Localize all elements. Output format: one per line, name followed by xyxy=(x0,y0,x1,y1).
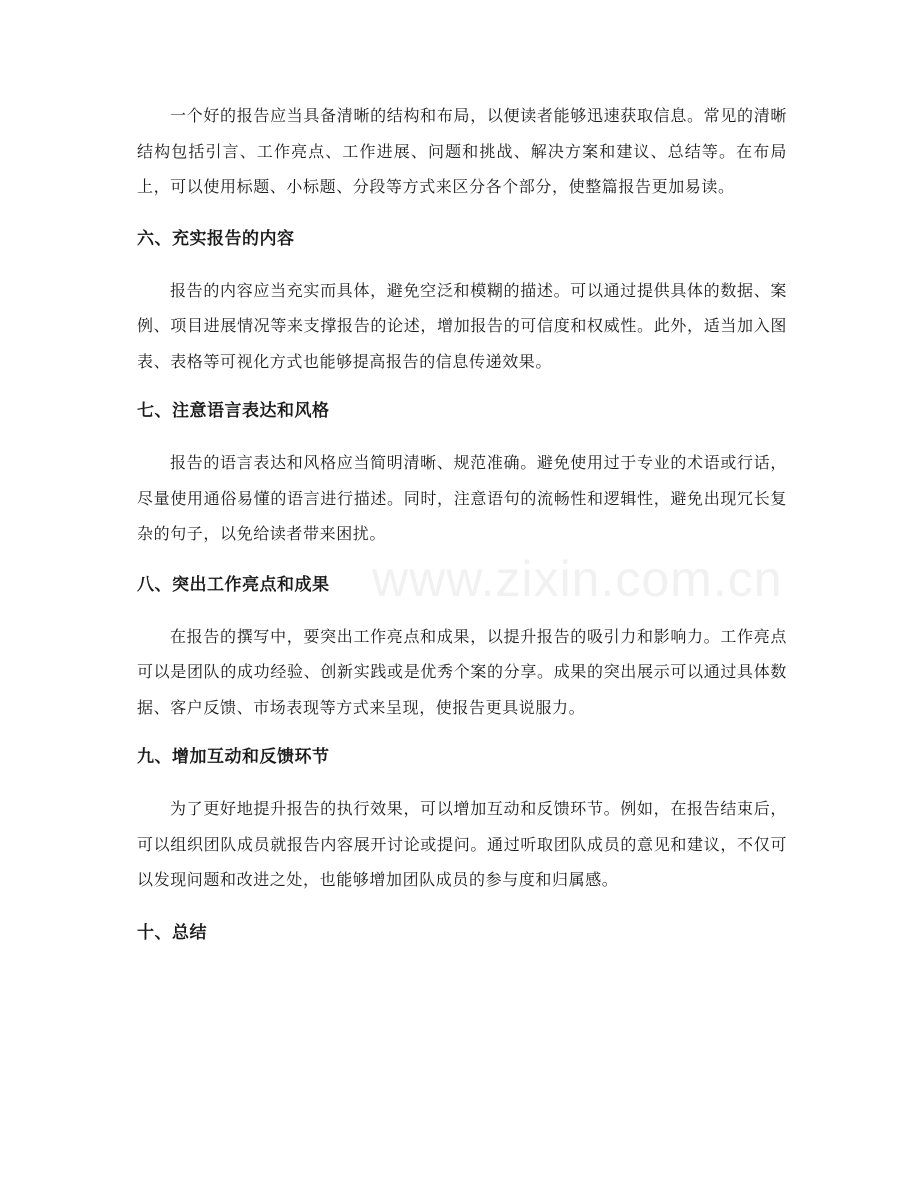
section-8-heading: 八、突出工作亮点和成果 xyxy=(137,574,330,595)
intro-paragraph: 一个好的报告应当具备清晰的结构和布局，以便读者能够迅速获取信息。常见的清晰结构包括引言、工作亮点、工作进展、问题和挑战、解决方案和建议、总结等。在布局上，可以使用标题、小标题、分段等方式来区分各个部分，使整篇报告更加易读。 xyxy=(137,106,787,196)
section-6-paragraph: 报告的内容应当充实而具体，避免空泛和模糊的描述。可以通过提供具体的数据、案例、项目进展情况等来支撑报告的论述，增加报告的可信度和权威性。此外，适当加入图表、表格等可视化方式也能够提高报告的信息传递效果。 xyxy=(137,280,787,371)
section-6-heading: 六、充实报告的内容 xyxy=(137,228,295,249)
section-10-heading: 十、总结 xyxy=(137,922,207,943)
section-9-paragraph: 为了更好地提升报告的执行效果，可以增加互动和反馈环节。例如，在报告结束后，可以组织团队成员就报告内容展开讨论或提问。通过听取团队成员的意见和建议，不仅可以发现问题和改进之处，也能够增加团队成员的参与度和归属感。 xyxy=(137,799,787,889)
document-page xyxy=(137,98,787,951)
section-7-heading: 七、注意语言表达和风格 xyxy=(137,401,330,421)
section-9-heading: 九、增加互动和反馈环节 xyxy=(137,747,330,767)
section-7-paragraph: 报告的语言表达和风格应当简明清晰、规范准确。避免使用过于专业的术语或行话，尽量使用通俗易懂的语言进行描述。同时，注意语句的流畅性和逻辑性，避免出现冗长复杂的句子，以免给读者带来困扰。 xyxy=(137,453,787,543)
section-8-paragraph: 在报告的撰写中，要突出工作亮点和成果，以提升报告的吸引力和影响力。工作亮点可以是团队的成功经验、创新实践或是优秀个案的分享。成果的突出展示可以通过具体数据、客户反馈、市场表现等方式来呈现，使报告更具说服力。 xyxy=(137,626,787,717)
watermark: www.zixin.com.cn xyxy=(372,551,783,607)
